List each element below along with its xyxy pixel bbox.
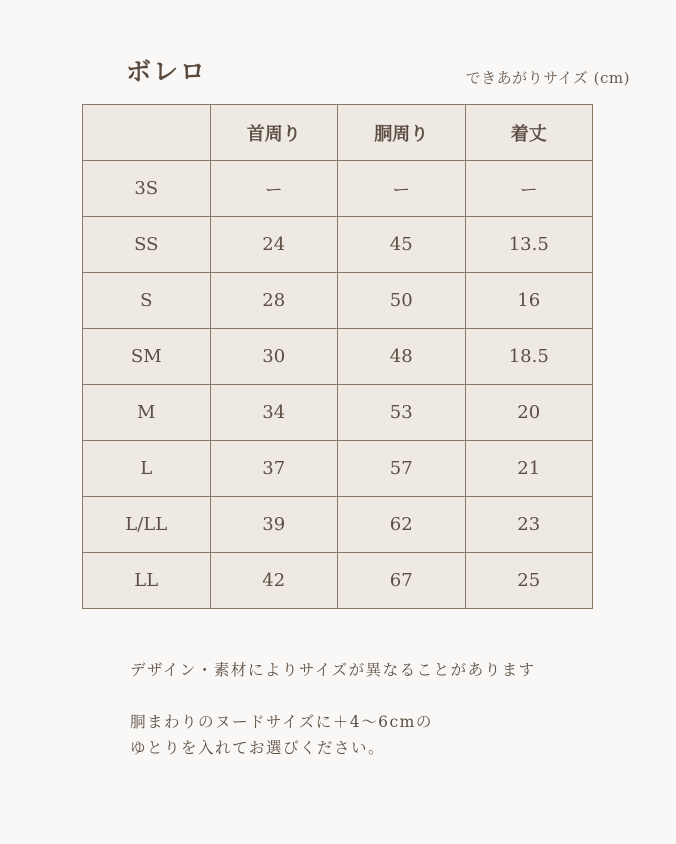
length-cell: 16 (465, 273, 593, 329)
note-size-variance: デザイン・素材によりサイズが異なることがあります (130, 661, 536, 679)
neck-cell: 39 (210, 497, 338, 553)
table-row (83, 553, 593, 609)
chest-cell: 45 (338, 217, 466, 273)
neck-cell: 24 (210, 217, 338, 273)
size-cell: L (83, 441, 211, 497)
neck-cell: ー (210, 161, 338, 217)
size-table (82, 104, 593, 609)
note-ease-line1: 胴まわりのヌードサイズに＋4〜6cmの (130, 713, 433, 731)
neck-cell: 42 (210, 553, 338, 609)
neck-cell: 34 (210, 385, 338, 441)
table-header-row (83, 105, 593, 161)
length-cell: 23 (465, 497, 593, 553)
page-title: ボレロ (126, 57, 208, 86)
chest-cell: 53 (338, 385, 466, 441)
chest-cell: 67 (338, 553, 466, 609)
length-cell: 18.5 (465, 329, 593, 385)
note-spacer (130, 683, 536, 709)
table-row (83, 273, 593, 329)
table-row (83, 217, 593, 273)
chest-cell: 50 (338, 273, 466, 329)
table-row (83, 385, 593, 441)
header-cell-neck: 首周り (210, 105, 338, 161)
neck-cell: 28 (210, 273, 338, 329)
unit-note: できあがりサイズ (cm) (465, 69, 630, 87)
size-cell: LL (83, 553, 211, 609)
header-cell-chest: 胴周り (338, 105, 466, 161)
header-cell-length: 着丈 (465, 105, 593, 161)
size-cell: L/LL (83, 497, 211, 553)
neck-cell: 30 (210, 329, 338, 385)
note-ease-line2: ゆとりを入れてお選びください。 (130, 739, 386, 757)
size-cell: 3S (83, 161, 211, 217)
length-cell: 20 (465, 385, 593, 441)
table-row (83, 441, 593, 497)
size-cell: S (83, 273, 211, 329)
neck-cell: 37 (210, 441, 338, 497)
chest-cell: 48 (338, 329, 466, 385)
chest-cell: 62 (338, 497, 466, 553)
table-row (83, 161, 593, 217)
notes (130, 657, 536, 761)
length-cell: 13.5 (465, 217, 593, 273)
size-cell: SM (83, 329, 211, 385)
header-cell-size (83, 105, 211, 161)
size-cell: M (83, 385, 211, 441)
length-cell: 21 (465, 441, 593, 497)
table-row (83, 497, 593, 553)
chest-cell: 57 (338, 441, 466, 497)
size-cell: SS (83, 217, 211, 273)
chest-cell: ー (338, 161, 466, 217)
table-row (83, 329, 593, 385)
length-cell: ー (465, 161, 593, 217)
length-cell: 25 (465, 553, 593, 609)
